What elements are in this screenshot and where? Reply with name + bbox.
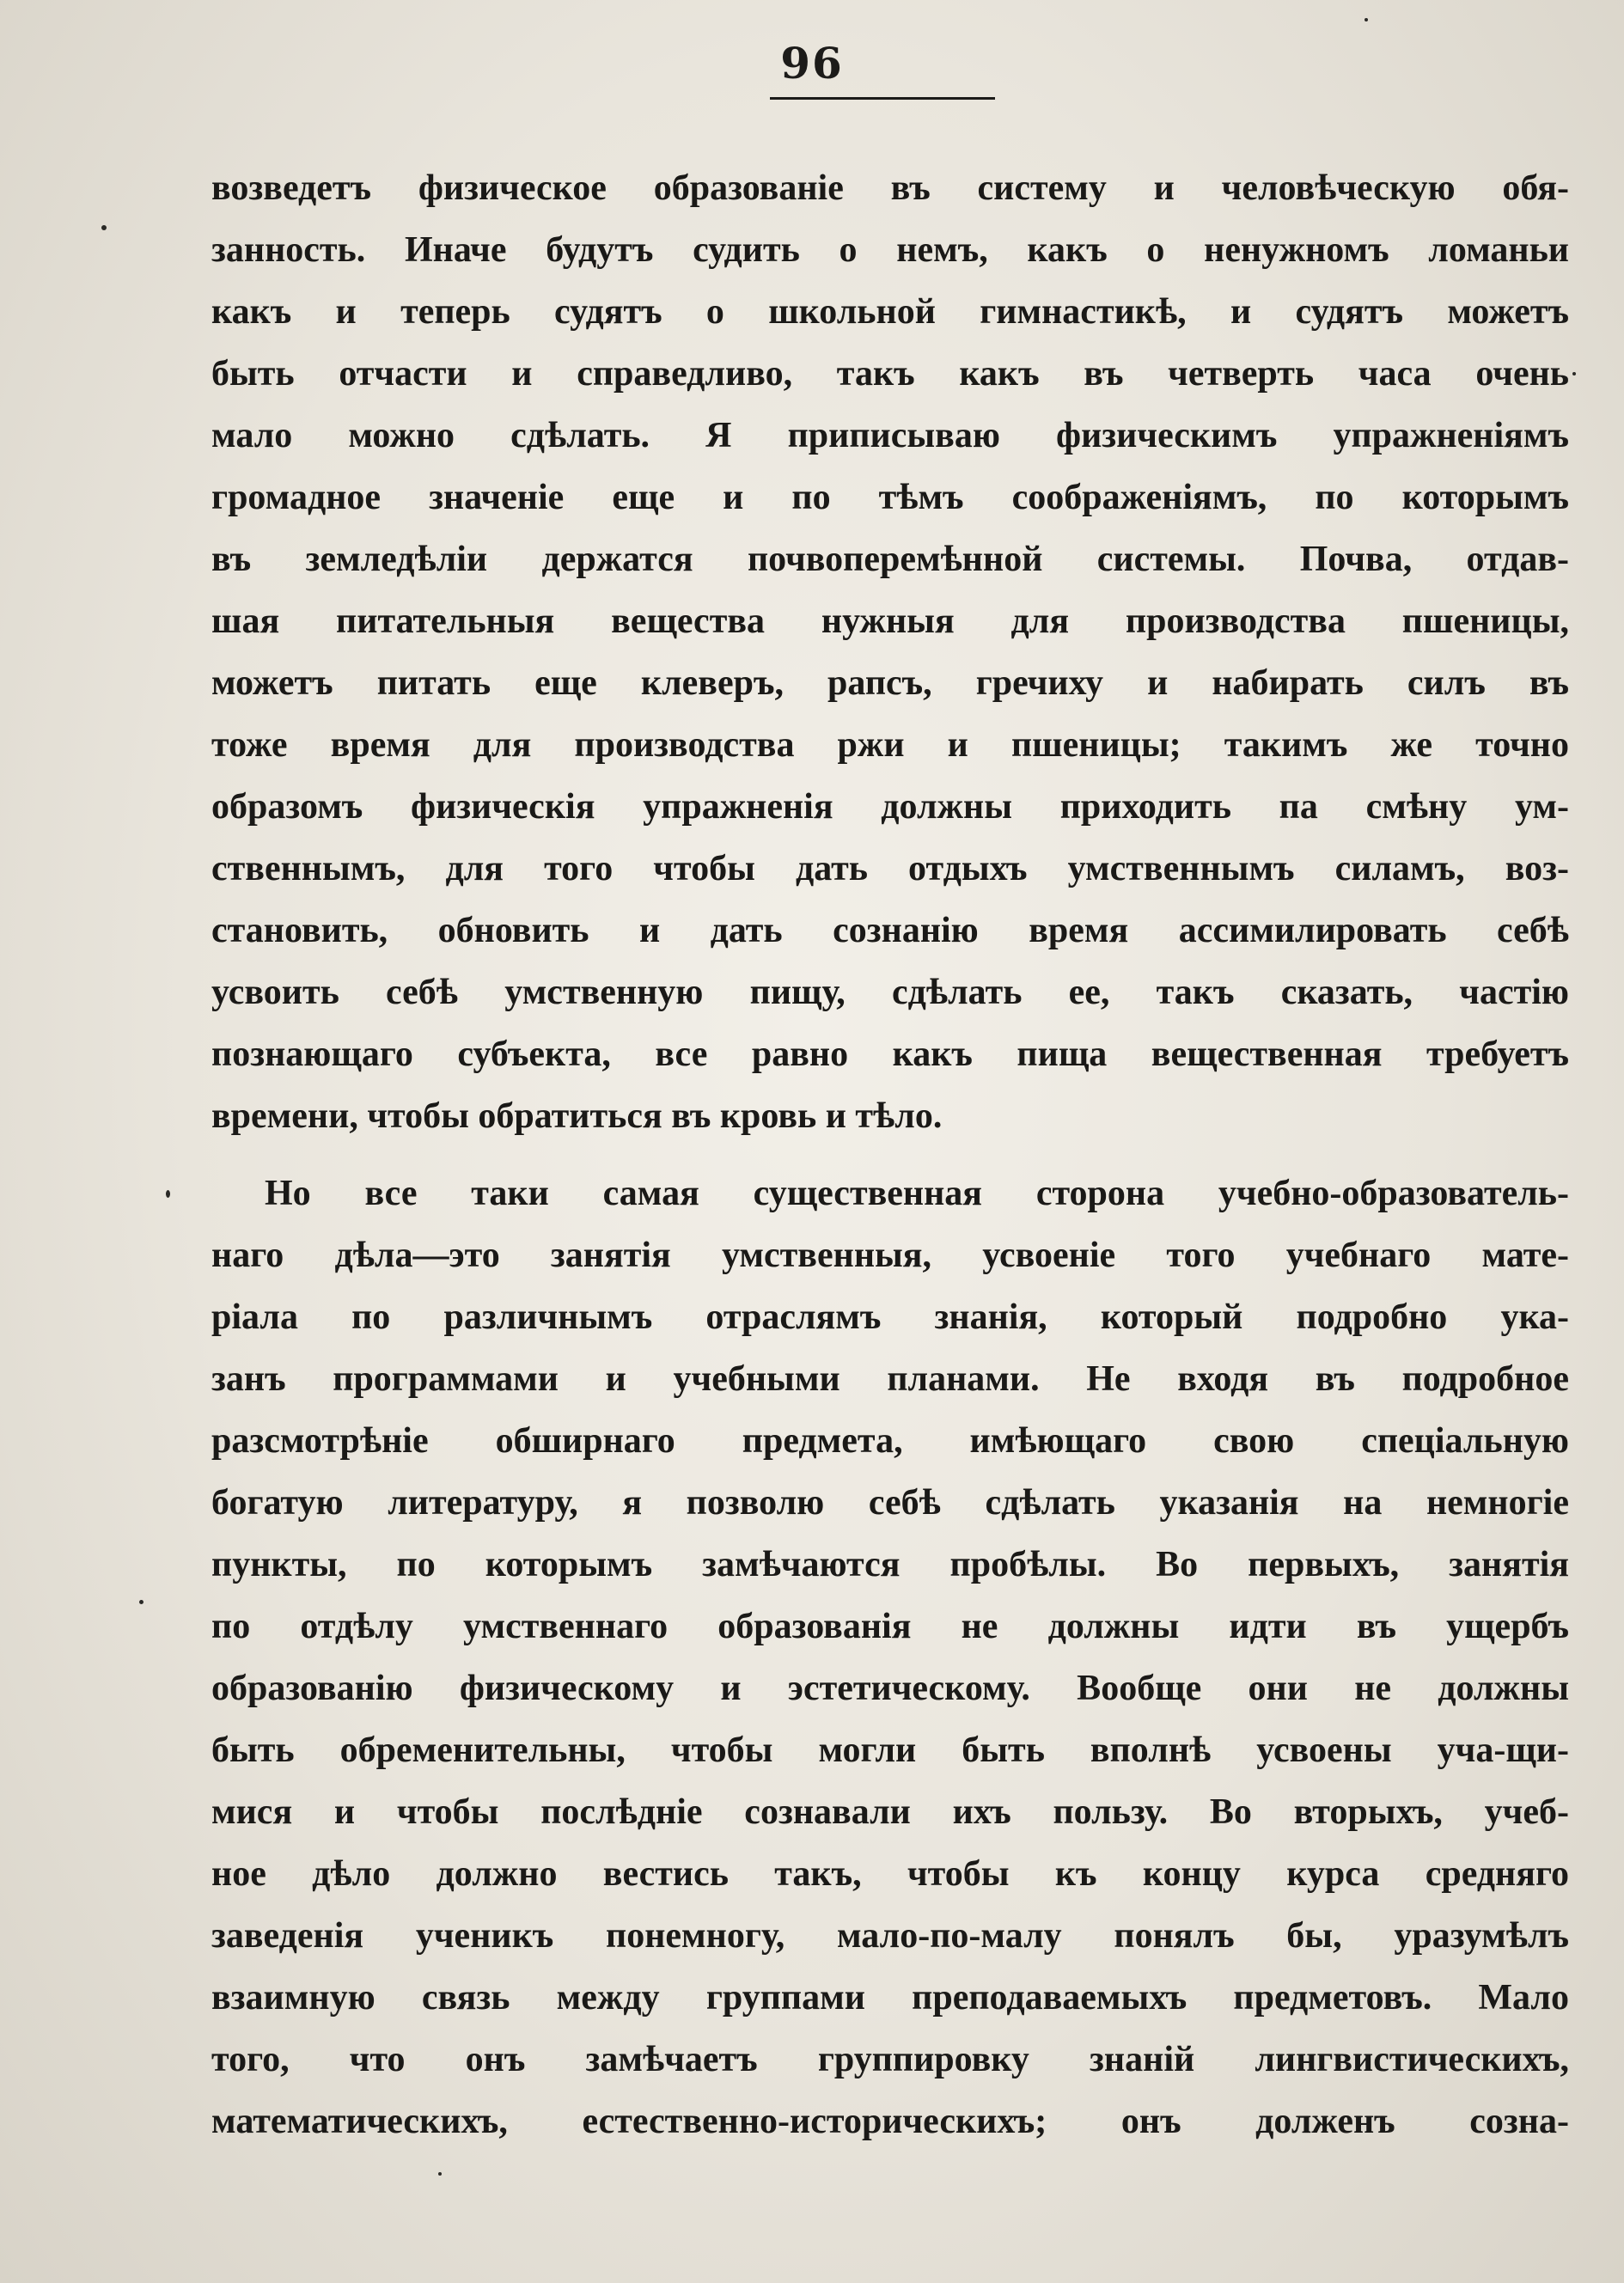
text-line: мало можно сдѣлать. Я приписываю физическимъ упражненіямъ [211, 416, 1569, 455]
text-line: мися и чтобы послѣдніе сознавали ихъ пользу. Во вторыхъ, учеб- [211, 1792, 1569, 1832]
text-line: того, что онъ замѣчаетъ группировку знаній лингвистическихъ, [211, 2040, 1569, 2079]
text-line: ное дѣло должно вестись такъ, чтобы къ концу курса средняго [211, 1854, 1569, 1894]
text-line: возведетъ физическое образованіе въ систему и человѣческую обя- [211, 168, 1569, 208]
text-line: быть обременительны, чтобы могли быть вполнѣ усвоены уча-щи- [211, 1731, 1569, 1770]
page-number: 96 [780, 38, 844, 89]
paragraph-1 [211, 157, 1569, 1147]
page-header [0, 38, 1624, 89]
text-line: образованію физическому и эстетическому. Вообще они не должны [211, 1669, 1569, 1708]
text-line: богатую литературу, я позволю себѣ сдѣлать указанія на немногіе [211, 1483, 1569, 1523]
scan-speck [101, 225, 107, 230]
text-line: можетъ питать еще клеверъ, рапсъ, гречиху и набирать силъ въ [211, 663, 1569, 703]
scan-speck [1572, 372, 1576, 375]
text-line: разсмотрѣніе обширнаго предмета, имѣющаго свою спеціальную [211, 1421, 1569, 1461]
scan-speck [139, 1600, 143, 1604]
text-line: по отдѣлу умственнаго образованія не должны идти въ ущербъ [211, 1607, 1569, 1646]
text-line: Но все таки самая существенная сторона учебно-образователь- [265, 1174, 1569, 1213]
text-line: быть отчасти и справедливо, такъ какъ въ четверть часа очень [211, 354, 1569, 394]
scan-speck [438, 2172, 442, 2176]
text-line: ственнымъ, для того чтобы дать отдыхъ умственнымъ силамъ, воз- [211, 849, 1569, 888]
text-line: познающаго субъекта, все равно какъ пища вещественная требуетъ [211, 1035, 1569, 1074]
scan-speck [1365, 18, 1368, 21]
text-line: времени, чтобы обратиться въ кровь и тѣло. [211, 1096, 943, 1136]
text-line: какъ и теперь судятъ о школьной гимнастикѣ, и судятъ можетъ [211, 292, 1569, 332]
header-rule [770, 97, 995, 100]
text-line: шая питательныя вещества нужныя для производства пшеницы, [211, 601, 1569, 641]
text-line: ріала по различнымъ отраслямъ знанія, который подробно ука- [211, 1297, 1569, 1337]
text-line: образомъ физическія упражненія должны приходить па смѣну ум- [211, 787, 1569, 827]
text-line: математическихъ, естественно-историческихъ; онъ долженъ созна- [211, 2102, 1569, 2141]
body-text [211, 157, 1569, 2152]
paragraph-gap [211, 1147, 1569, 1163]
text-line: усвоить себѣ умственную пищу, сдѣлать ее, такъ сказать, частію [211, 973, 1569, 1012]
text-line: заведенія ученикъ понемногу, мало-по-малу понялъ бы, уразумѣлъ [211, 1916, 1569, 1956]
text-line: тоже время для производства ржи и пшеницы; такимъ же точно [211, 725, 1569, 765]
text-line: пункты, по которымъ замѣчаются пробѣлы. Во первыхъ, занятія [211, 1545, 1569, 1584]
text-line: занность. Иначе будутъ судить о немъ, какъ о ненужномъ ломаньи [211, 230, 1569, 270]
scan-speck [166, 1190, 170, 1198]
text-line: взаимную связь между группами преподаваемыхъ предметовъ. Мало [211, 1978, 1569, 2017]
paragraph-2 [211, 1163, 1569, 2152]
text-line: занъ программами и учебными планами. Не входя въ подробное [211, 1359, 1569, 1399]
text-line: наго дѣла—это занятія умственныя, усвоеніе того учебнаго мате- [211, 1236, 1569, 1275]
text-line: въ земледѣліи держатся почвоперемѣнной системы. Почва, отдав- [211, 540, 1569, 579]
text-line: становить, обновить и дать сознанію время ассимилировать себѣ [211, 911, 1569, 950]
text-line: громадное значеніе еще и по тѣмъ соображеніямъ, по которымъ [211, 478, 1569, 517]
